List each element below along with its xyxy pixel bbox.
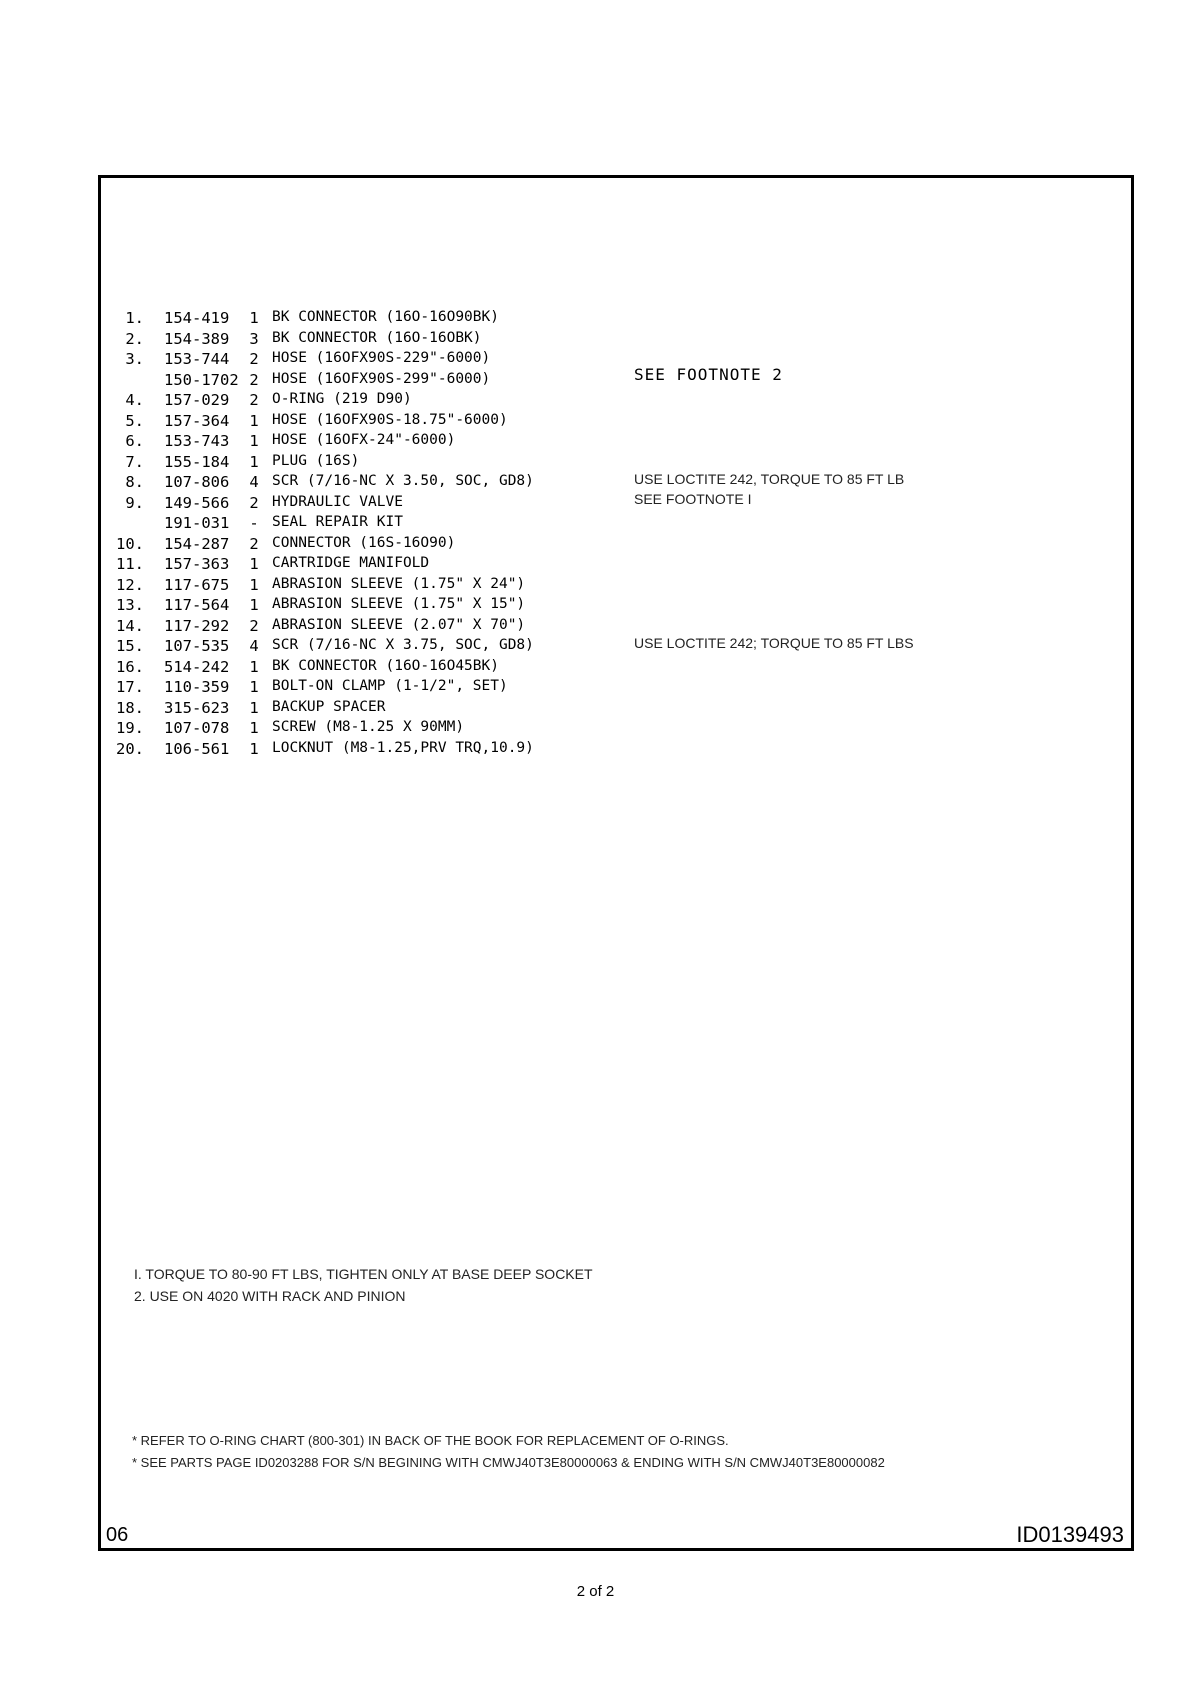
description: LOCKNUT (M8-1.25,PRV TRQ,10.9) xyxy=(272,739,534,756)
item-number: 20. xyxy=(116,739,144,758)
part-number: 154-287 xyxy=(164,534,230,553)
part-number: 154-419 xyxy=(164,309,230,327)
page-number: 2 of 2 xyxy=(576,1583,615,1600)
item-number: 10. xyxy=(116,534,144,553)
quantity: 1 xyxy=(249,739,259,758)
quantity: 2 xyxy=(249,370,259,389)
quantity: 2 xyxy=(249,493,259,512)
footnote-1: I. TORQUE TO 80-90 FT LBS, TIGHTEN ONLY AT BASE DEEP SOCKET xyxy=(134,1266,593,1282)
reference-notes xyxy=(132,1430,885,1474)
quantity: 3 xyxy=(249,329,259,348)
quantity: 1 xyxy=(249,555,259,573)
quantity: 1 xyxy=(249,719,259,737)
part-number: 191-031 xyxy=(164,514,230,532)
item-number: 14. xyxy=(116,616,144,635)
footnotes xyxy=(134,1263,593,1307)
description: PLUG (16S) xyxy=(272,452,360,469)
part-number: 514-242 xyxy=(164,657,230,676)
footnote-2-reference: SEE FOOTNOTE 2 xyxy=(634,365,783,384)
footnote-1-reference: SEE FOOTNOTE I xyxy=(634,491,752,507)
part-number: 157-364 xyxy=(164,411,230,430)
quantity: 2 xyxy=(249,534,259,553)
part-number: 157-363 xyxy=(164,555,230,573)
part-number: 107-535 xyxy=(164,637,230,655)
description: CONNECTOR (16S-16O90) xyxy=(272,534,456,551)
quantity: 2 xyxy=(249,616,259,635)
part-number: 149-566 xyxy=(164,493,230,512)
description: SCR (7/16-NC X 3.75, SOC, GD8) xyxy=(272,637,534,653)
item-number: 15. xyxy=(116,637,144,655)
quantity: 1 xyxy=(249,596,259,614)
quantity: 1 xyxy=(249,657,259,676)
quantity: - xyxy=(249,514,259,532)
reference-note-serial: * SEE PARTS PAGE ID0203288 FOR S/N BEGINING WITH CMWJ40T3E80000063 & ENDING WITH S/N CMWJ40T3E80000082 xyxy=(132,1455,885,1470)
description: ABRASION SLEEVE (2.07" X 70") xyxy=(272,616,526,633)
item-number: 1. xyxy=(125,309,144,327)
part-number: 153-744 xyxy=(164,350,230,368)
part-number: 157-029 xyxy=(164,391,230,409)
part-number: 154-389 xyxy=(164,329,230,348)
part-number: 117-675 xyxy=(164,575,230,594)
item-number: 5. xyxy=(125,411,144,430)
part-number: 106-561 xyxy=(164,739,230,758)
item-number: 4. xyxy=(125,391,144,409)
part-number: 117-292 xyxy=(164,616,230,635)
item-number: 16. xyxy=(116,657,144,676)
part-number: 155-184 xyxy=(164,452,230,471)
item-number: 11. xyxy=(116,555,144,573)
item-number: 12. xyxy=(116,575,144,594)
quantity: 1 xyxy=(249,678,259,696)
description: SCREW (M8-1.25 X 90MM) xyxy=(272,719,465,735)
document-id: ID0139493 xyxy=(1016,1522,1124,1547)
quantity: 1 xyxy=(249,309,259,327)
description: BACKUP SPACER xyxy=(272,698,386,715)
description: O-RING (219 D90) xyxy=(272,391,412,407)
item-number: 18. xyxy=(116,698,144,717)
loctite-note-item-15: USE LOCTITE 242; TORQUE TO 85 FT LBS xyxy=(634,635,914,651)
part-number: 107-806 xyxy=(164,473,230,491)
description: ABRASION SLEEVE (1.75" X 15") xyxy=(272,596,526,612)
quantity: 4 xyxy=(249,473,259,491)
part-number: 117-564 xyxy=(164,596,230,614)
footnote-2: 2. USE ON 4020 WITH RACK AND PINION xyxy=(134,1288,406,1304)
item-number: 8. xyxy=(125,473,144,491)
description: HYDRAULIC VALVE xyxy=(272,493,403,510)
quantity: 2 xyxy=(249,350,259,368)
quantity: 1 xyxy=(249,575,259,594)
quantity: 2 xyxy=(249,391,259,409)
part-number: 315-623 xyxy=(164,698,230,717)
item-number: 2. xyxy=(125,329,144,348)
description: HOSE (16OFX90S-18.75"-6000) xyxy=(272,411,508,428)
description: BK CONNECTOR (16O-16O90BK) xyxy=(272,309,499,325)
item-number: 6. xyxy=(125,432,144,450)
description: SCR (7/16-NC X 3.50, SOC, GD8) xyxy=(272,473,534,489)
description: SEAL REPAIR KIT xyxy=(272,514,403,530)
quantity: 1 xyxy=(249,411,259,430)
quantity: 1 xyxy=(249,698,259,717)
quantity: 1 xyxy=(249,432,259,450)
item-number: 17. xyxy=(116,678,144,696)
item-number: 19. xyxy=(116,719,144,737)
description: HOSE (16OFX90S-229"-6000) xyxy=(272,350,491,366)
item-number: 3. xyxy=(125,350,144,368)
description: BK CONNECTOR (16O-16OBK) xyxy=(272,329,482,346)
description: HOSE (16OFX90S-299"-6000) xyxy=(272,370,491,387)
item-number: 13. xyxy=(116,596,144,614)
part-number: 153-743 xyxy=(164,432,230,450)
description: CARTRIDGE MANIFOLD xyxy=(272,555,430,571)
item-number: 7. xyxy=(125,452,144,471)
quantity: 4 xyxy=(249,637,259,655)
corner-code: 06 xyxy=(106,1524,129,1546)
reference-note-oring: * REFER TO O-RING CHART (800-301) IN BACK OF THE BOOK FOR REPLACEMENT OF O-RINGS. xyxy=(132,1433,729,1448)
description: HOSE (16OFX-24"-6000) xyxy=(272,432,456,448)
part-number: 150-1702 xyxy=(164,370,239,389)
loctite-note-item-8: USE LOCTITE 242, TORQUE TO 85 FT LB xyxy=(634,471,905,487)
description: ABRASION SLEEVE (1.75" X 24") xyxy=(272,575,526,592)
description: BOLT-ON CLAMP (1-1/2", SET) xyxy=(272,678,508,694)
part-number: 110-359 xyxy=(164,678,230,696)
item-number: 9. xyxy=(125,493,144,512)
part-number: 107-078 xyxy=(164,719,230,737)
description: BK CONNECTOR (16O-16O45BK) xyxy=(272,657,499,674)
quantity: 1 xyxy=(249,452,259,471)
